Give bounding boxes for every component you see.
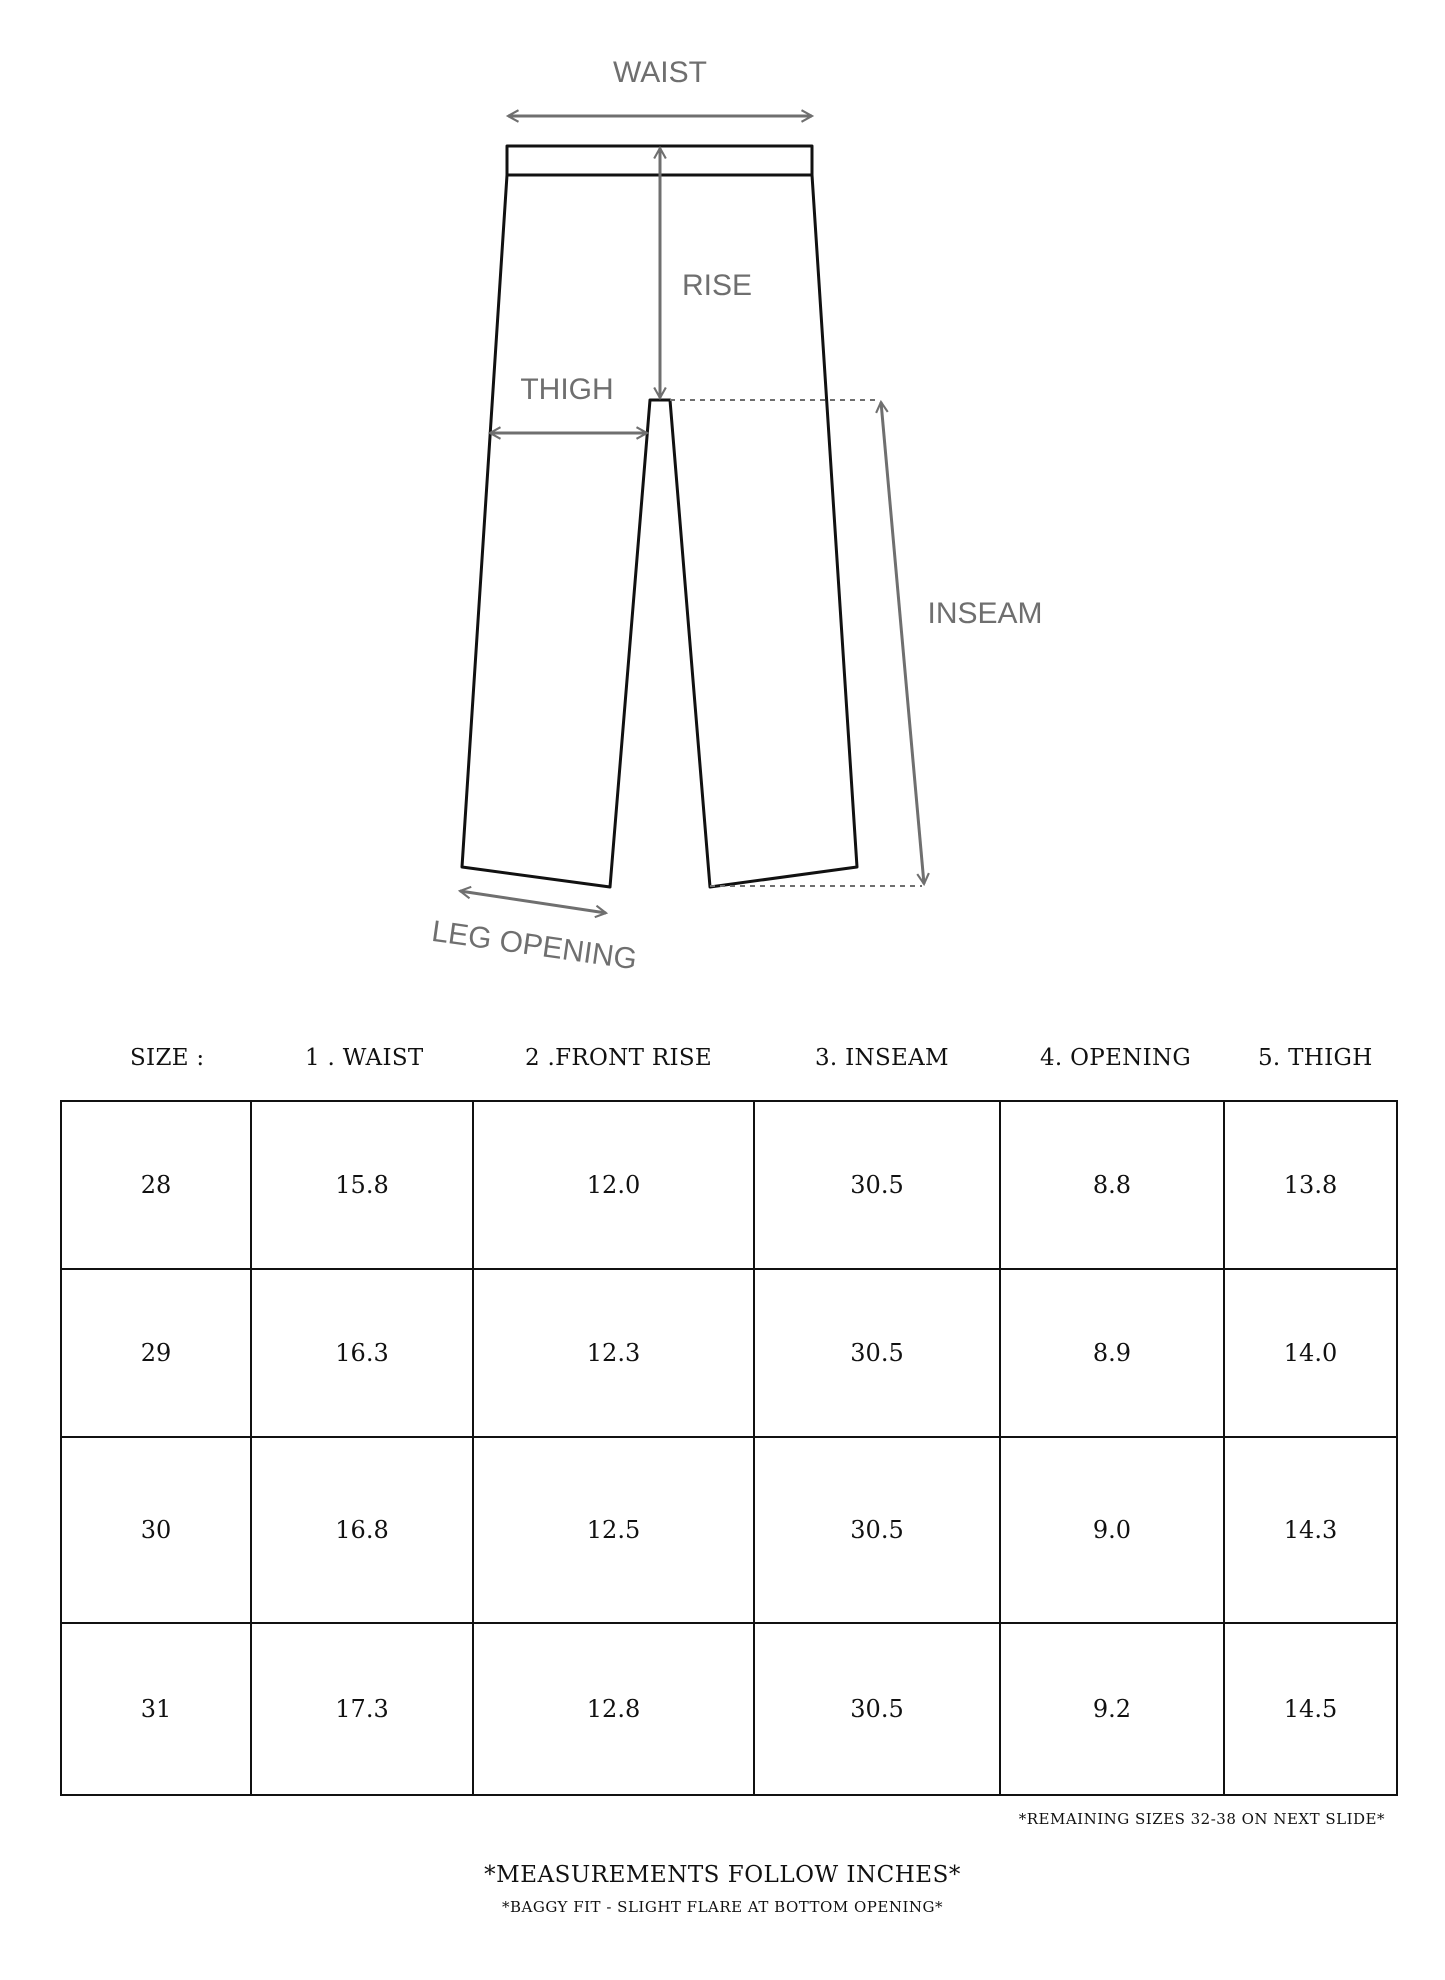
cell-waist: 17.3 (251, 1623, 473, 1795)
header-opening: 4. OPENING (1040, 1045, 1192, 1071)
cell-waist: 16.3 (251, 1269, 473, 1437)
cell-front-rise: 12.3 (473, 1269, 754, 1437)
leg-opening-label: LEG OPENING (429, 914, 639, 977)
remaining-sizes-note: *REMAINING SIZES 32-38 ON NEXT SLIDE* (1018, 1810, 1385, 1828)
header-thigh: 5. THIGH (1258, 1045, 1373, 1071)
size-table (60, 1100, 1398, 1796)
rise-label: RISE (681, 269, 753, 302)
inseam-label: INSEAM (927, 597, 1043, 630)
cell-front-rise: 12.0 (473, 1101, 754, 1269)
cell-thigh: 13.8 (1224, 1101, 1397, 1269)
table-row (61, 1437, 1397, 1623)
cell-opening: 9.2 (1000, 1623, 1224, 1795)
cell-thigh: 14.0 (1224, 1269, 1397, 1437)
cell-waist: 15.8 (251, 1101, 473, 1269)
cell-size: 29 (61, 1269, 251, 1437)
cell-front-rise: 12.5 (473, 1437, 754, 1623)
header-waist: 1 . WAIST (305, 1045, 424, 1071)
cell-inseam: 30.5 (754, 1623, 1000, 1795)
table-row (61, 1623, 1397, 1795)
cell-inseam: 30.5 (754, 1101, 1000, 1269)
table-row (61, 1101, 1397, 1269)
header-front-rise: 2 .FRONT RISE (525, 1045, 713, 1071)
measurements-note: *MEASUREMENTS FOLLOW INCHES* (484, 1862, 961, 1888)
header-inseam: 3. INSEAM (815, 1045, 949, 1071)
cell-size: 28 (61, 1101, 251, 1269)
header-size: SIZE : (130, 1045, 205, 1071)
cell-size: 31 (61, 1623, 251, 1795)
cell-opening: 9.0 (1000, 1437, 1224, 1623)
leg-opening-measure-arrow (460, 891, 606, 913)
cell-inseam: 30.5 (754, 1269, 1000, 1437)
cell-front-rise: 12.8 (473, 1623, 754, 1795)
waist-label: WAIST (613, 56, 707, 89)
cell-opening: 8.9 (1000, 1269, 1224, 1437)
inseam-measure-arrow (881, 402, 924, 884)
cell-thigh: 14.5 (1224, 1623, 1397, 1795)
thigh-label: THIGH (520, 373, 614, 406)
cell-opening: 8.8 (1000, 1101, 1224, 1269)
fit-note: *BAGGY FIT - SLIGHT FLARE AT BOTTOM OPENING* (502, 1898, 943, 1916)
cell-waist: 16.8 (251, 1437, 473, 1623)
cell-thigh: 14.3 (1224, 1437, 1397, 1623)
table-column-headers (60, 1045, 1396, 1085)
cell-size: 30 (61, 1437, 251, 1623)
table-row (61, 1269, 1397, 1437)
cell-inseam: 30.5 (754, 1437, 1000, 1623)
